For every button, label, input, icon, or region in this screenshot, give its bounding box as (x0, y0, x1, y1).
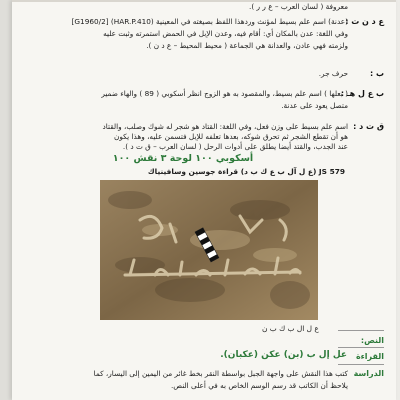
inscription-letters-line: ع ل ال ب ك ب ن (262, 324, 319, 333)
section-rule-2 (338, 347, 384, 348)
baal-line-1: ( بعلها ) اسم علم بسيط، والمقصود به هو الزوج انظر أسكوبي ( 89 ) والهاء ضمير (101, 89, 348, 98)
qtd-line-3: عند الجدب، والقتد أيضا يطلق على أدوات الرحل ( لسان العرب – ق ت د ). (122, 142, 348, 151)
reading-value: عل إل ب (بن) عكن (عكبان). (220, 350, 347, 360)
label-baal: ب ع ل هـ : (340, 89, 384, 98)
label-study: الدراسة (353, 369, 384, 378)
label-text: النص: (360, 336, 384, 345)
adnt-line-1: (عدنة) اسم علم بسيط لمؤنث وردهذا اللفظ بصيغته في المعينية (HAR.P.410) [G1960/2] (71, 17, 348, 26)
baal-line-2: متصل يعود على عدنة. (281, 101, 348, 110)
b-line-1: حرف جر. (318, 69, 348, 78)
study-line-2: يلاحظ أن الكاتب قد رسم الوسم الخاص به في أعلى النص. (170, 381, 348, 390)
adnt-line-3: ولزمته فهي عادن، والعدانة هي الجماعة ( محيط المحيط – ع د ن ). (146, 41, 348, 50)
qtd-line-2: هو أن تقطع الشجر ثم تحرق شوكه، بعدها تعلفه للإبل فتسمن عليه، وهذا يكون (114, 132, 348, 141)
label-qtd: ق ت د : (353, 122, 384, 131)
section-rule-1 (338, 330, 384, 331)
document-page (12, 0, 396, 400)
intro-line: معروفة ( لسان العرب – ع ر ر ). (249, 2, 348, 11)
qtd-line-1: اسم علم بسيط على وزن فعل، وفي اللغة: القتاد هو شجر له شوك وصلب، والقتاد (102, 122, 348, 131)
section-rule-3 (338, 364, 384, 365)
rock-image (100, 180, 318, 320)
study-line-1: كتب هذا النقش على واجهة الجبل بواسطة النقر بخط غائر من اليمين إلى اليسار، كما (93, 369, 348, 378)
label-adnt: ع د ن ت : (345, 17, 384, 26)
label-b: ب : (369, 69, 384, 78)
js-reference-line: JS 579 (ع ل آل ب ع ك ب د) قراءة جوسين وسافينياك (147, 167, 345, 176)
adnt-line-2: وفي اللغة: عدن بالمكان أي: أقام فيه، وعدن الإبل في الحمض استمرته وثبت عليه (103, 29, 348, 38)
page-edge-shadow (0, 0, 12, 400)
inscription-photo (100, 180, 318, 320)
inscription-heading: أسكوبي ١٠٠ لوحة ٣ نقش ١٠٠ (112, 153, 254, 164)
label-reading: القراءة (355, 352, 384, 361)
